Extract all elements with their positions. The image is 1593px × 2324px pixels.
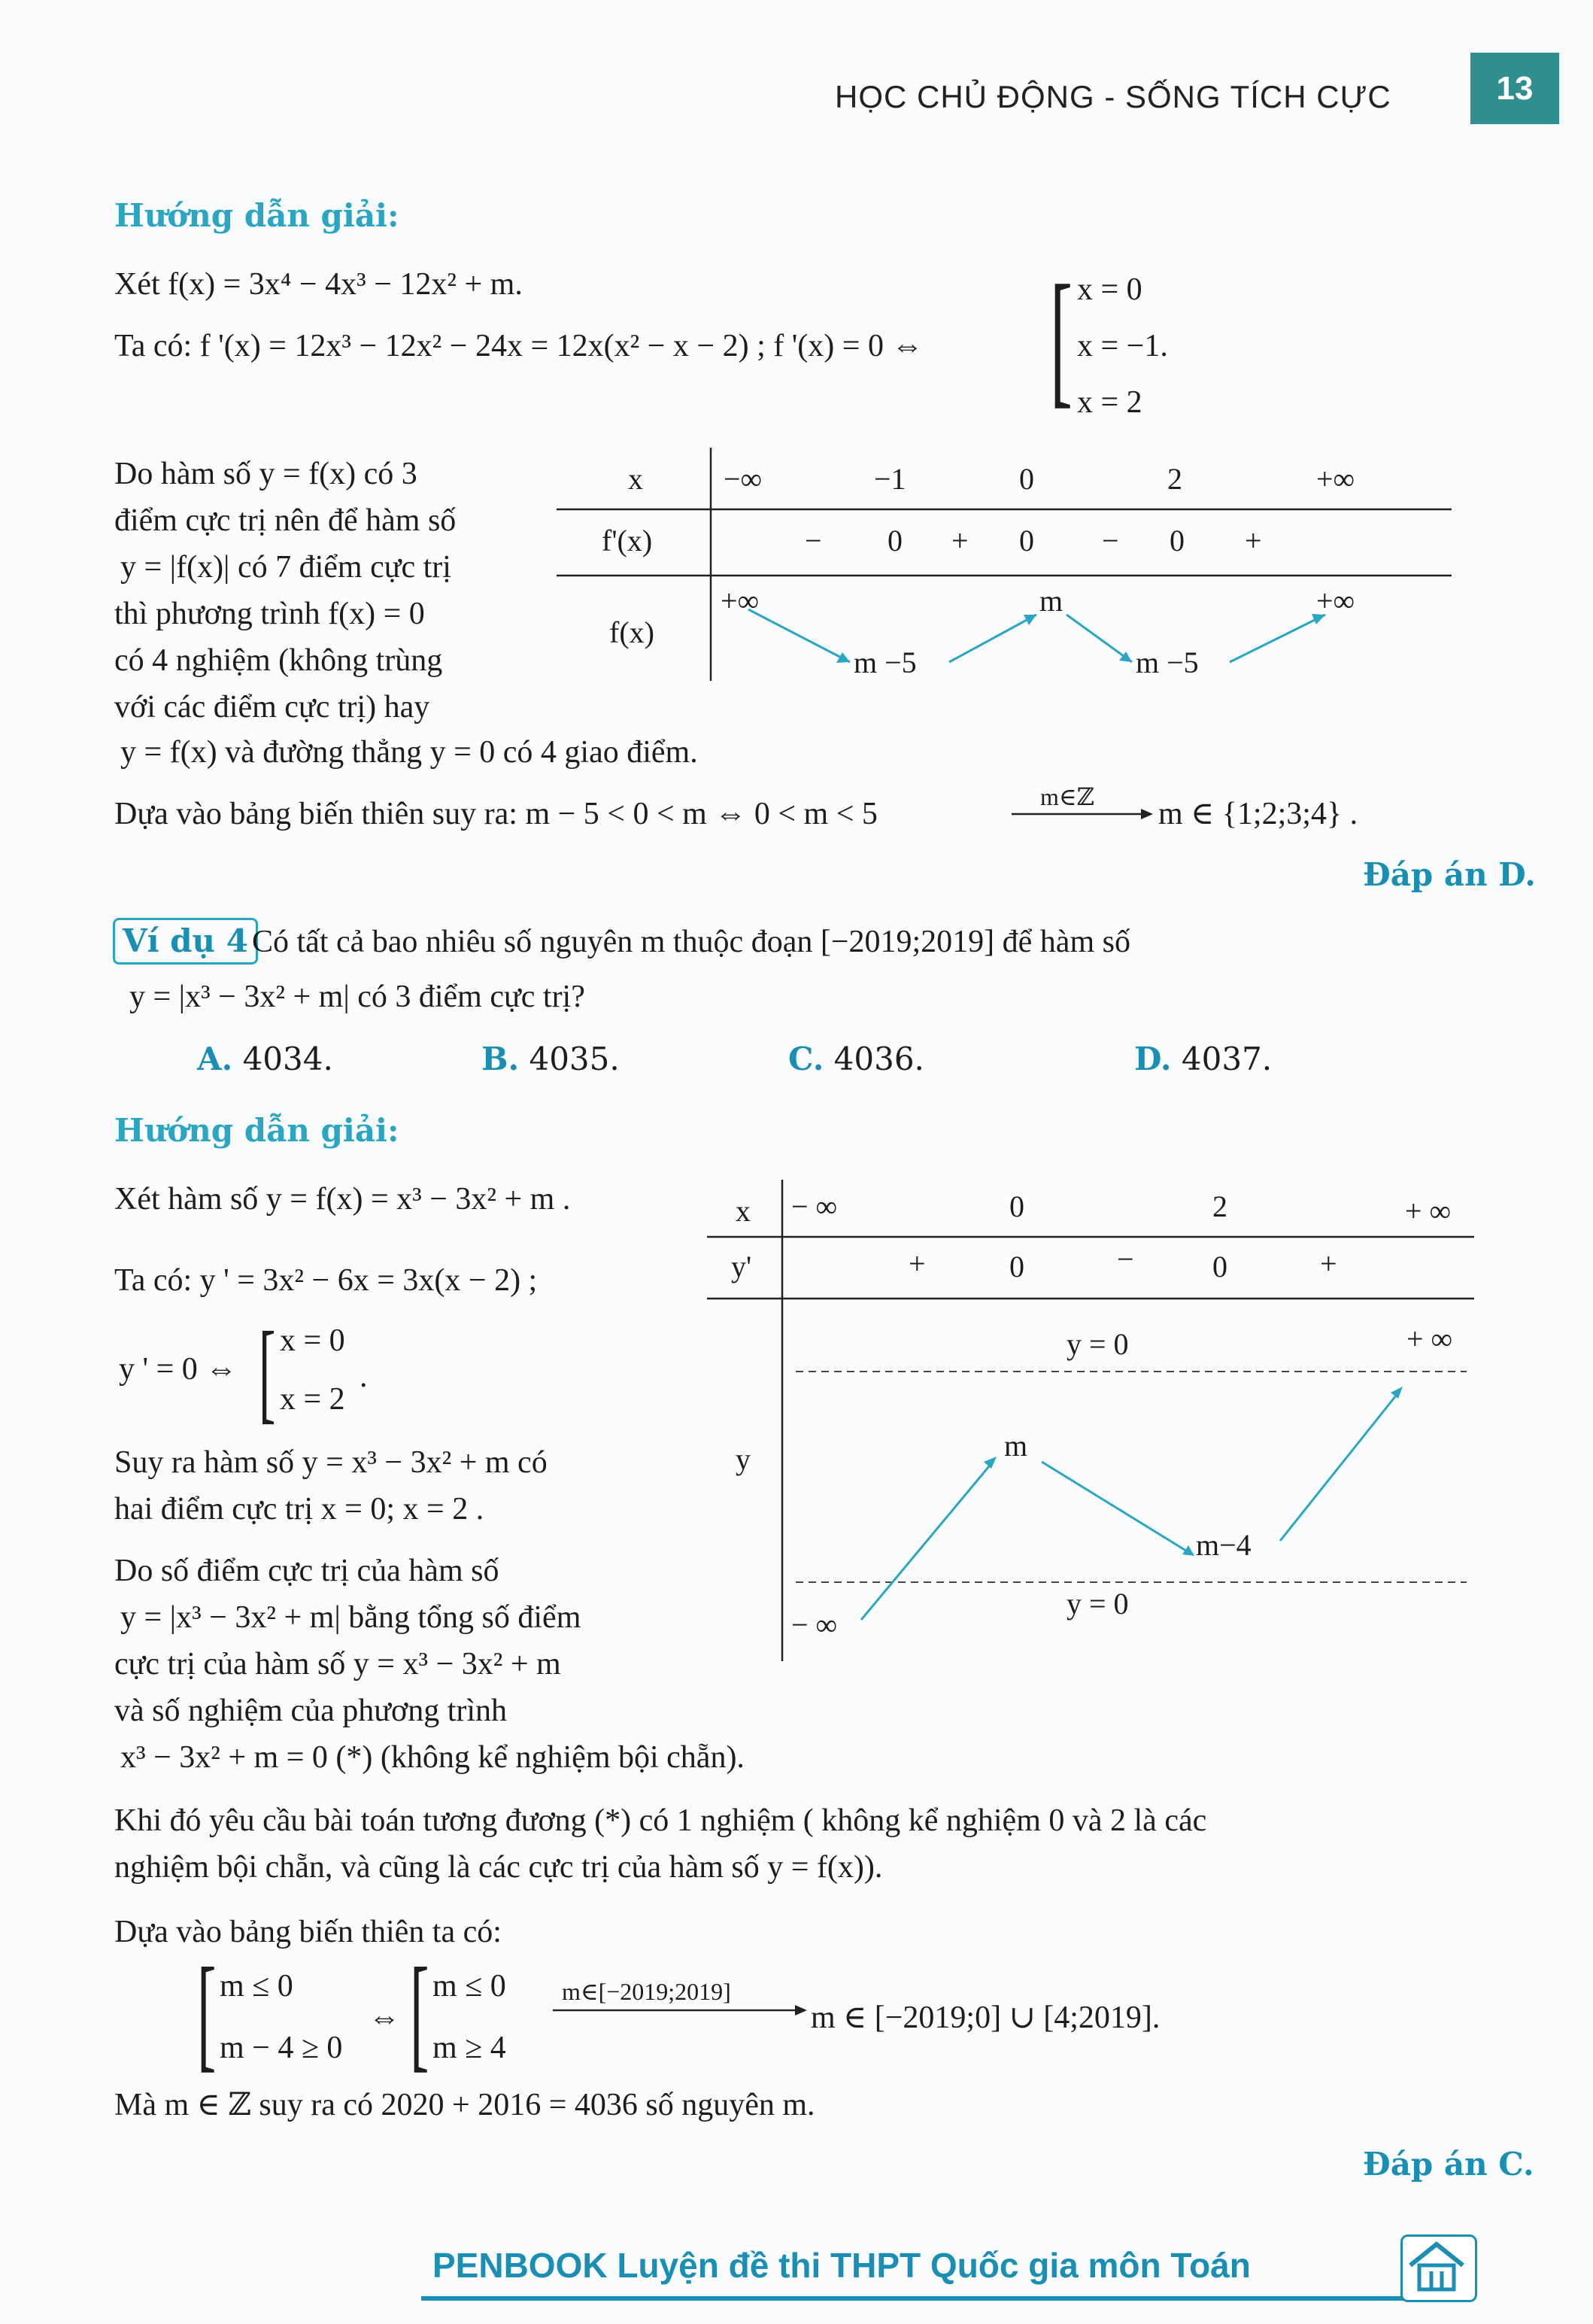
table1-x-5: +∞ <box>1316 462 1355 496</box>
option-a <box>197 1037 333 1082</box>
table2-y-label: y <box>736 1442 751 1476</box>
table2-y-max: m <box>1004 1429 1028 1463</box>
option-d-text: 4037. <box>1171 1040 1273 1077</box>
table2-sign-5: + <box>1320 1247 1337 1280</box>
implication-arrow-1 <box>1012 782 1155 828</box>
solution2-para2-2: y = |x³ − 3x² + m| bằng tổng số điểm <box>120 1600 581 1635</box>
option-c-letter: C. <box>788 1040 824 1077</box>
solution1-para-5: có 4 nghiệm (không trùng <box>114 643 443 678</box>
sys1-line-1: m ≤ 0 <box>220 1969 293 2004</box>
table2-sign-1: + <box>909 1247 926 1280</box>
table1-f-top-1: +∞ <box>721 584 760 618</box>
solution1-conclusion-end: m ∈ {1;2;3;4} . <box>1158 797 1358 831</box>
solution2-para3-1: Khi đó yêu cầu bài toán tương đương (*) có 1 nghiệm ( không kể nghiệm 0 và 2 là các <box>114 1803 1207 1838</box>
table1-f-label: f(x) <box>609 615 654 649</box>
table1-sign-4: 0 <box>1019 524 1034 557</box>
table1-f-bottom-2: m −5 <box>1136 646 1199 679</box>
table1-x-2: −1 <box>874 462 906 496</box>
table1-f-top-3: +∞ <box>1316 584 1355 618</box>
solution2-para2-5: x³ − 3x² + m = 0 (*) (không kể nghiệm bội chẵn). <box>120 1740 745 1775</box>
solution1-conclusion: Dựa vào bảng biến thiên suy ra: m − 5 < 0 < m ⇔ 0 < m < 5 <box>114 797 878 831</box>
example4-question-2: y = |x³ − 3x² + m| có 3 điểm cực trị? <box>129 980 585 1014</box>
footer-title: PENBOOK Luyện đề thi THPT Quốc gia môn Toán <box>432 2246 1251 2285</box>
implication-arrow-2 <box>553 1977 809 2022</box>
root-1: x = 0 <box>1077 272 1142 307</box>
page-number: 13 <box>1470 53 1559 124</box>
footer-rule <box>421 2296 1422 2301</box>
solution2-para2-3: cực trị của hàm số y = x³ − 3x² + m <box>114 1647 561 1681</box>
table1-x-1: −∞ <box>724 462 763 496</box>
root-2: x = −1. <box>1077 329 1168 363</box>
sys1-line-2: m − 4 ≥ 0 <box>220 2031 343 2065</box>
table1-sign-3: + <box>951 524 969 557</box>
implication-arrow-1-label: m∈ℤ <box>1040 783 1094 810</box>
table2-y-zero-top: y = 0 <box>1067 1327 1129 1361</box>
solution2-line3: y ' = 0 ⇔ <box>119 1352 238 1387</box>
option-c <box>788 1037 924 1082</box>
solution1-line2: Ta có: f '(x) = 12x³ − 12x² − 24x = 12x(x² − x − 2) ; f '(x) = 0 ⇔ <box>114 329 924 363</box>
solution2-para2-4: và số nghiệm của phương trình <box>114 1694 508 1728</box>
table2-y-bottom-left: − ∞ <box>791 1608 838 1642</box>
roots2-bracket: [ <box>259 1309 276 1434</box>
answer-1: Đáp án D. <box>1363 856 1536 893</box>
house-icon <box>1400 2234 1477 2302</box>
table1-fp-label: f'(x) <box>602 524 653 557</box>
table2-y-zero-bottom: y = 0 <box>1067 1587 1129 1621</box>
option-d-letter: D. <box>1134 1040 1172 1077</box>
option-c-text: 4036. <box>824 1040 924 1077</box>
solution1-line1: Xét f(x) = 3x⁴ − 4x³ − 12x² + m. <box>114 267 523 302</box>
sys2-bracket: [ <box>410 1942 429 2083</box>
table1-sign-6: 0 <box>1170 524 1185 557</box>
roots-bracket: [ <box>1050 255 1073 421</box>
root-3: x = 2 <box>1077 385 1142 420</box>
root2-2: x = 2 <box>280 1382 345 1417</box>
solution2-line2: Ta có: y ' = 3x² − 6x = 3x(x − 2) ; <box>114 1263 538 1298</box>
table2-yp-label: y' <box>731 1250 752 1284</box>
table2-sign-4: 0 <box>1212 1250 1227 1284</box>
solution1-para-7: y = f(x) và đường thẳng y = 0 có 4 giao điểm. <box>120 735 698 770</box>
solution2-final: Mà m ∈ ℤ suy ra có 2020 + 2016 = 4036 số nguyên m. <box>114 2088 815 2122</box>
solution2-line1: Xét hàm số y = f(x) = x³ − 3x² + m . <box>114 1182 571 1217</box>
table1-f-bottom-1: m −5 <box>854 646 917 679</box>
table2-y-min: m−4 <box>1196 1528 1252 1562</box>
sys2-line-1: m ≤ 0 <box>432 1969 506 2004</box>
table1-x-3: 0 <box>1019 462 1034 496</box>
root2-1: x = 0 <box>280 1323 345 1358</box>
option-a-letter: A. <box>197 1040 233 1077</box>
option-b <box>481 1037 620 1082</box>
table2-sign-2: 0 <box>1009 1250 1024 1284</box>
table1-sign-1: − <box>805 524 822 557</box>
solution2-para4: Dựa vào bảng biến thiên ta có: <box>114 1915 502 1949</box>
solution2-para1-2: hai điểm cực trị x = 0; x = 2 . <box>114 1492 484 1527</box>
option-b-text: 4035. <box>519 1040 620 1077</box>
answer-2: Đáp án C. <box>1363 2146 1534 2183</box>
table1-x-4: 2 <box>1167 462 1182 496</box>
table2-x-1: − ∞ <box>791 1189 838 1223</box>
table1-x-label: x <box>628 462 643 496</box>
option-b-letter: B. <box>481 1040 520 1077</box>
table2-x-3: 2 <box>1212 1189 1227 1223</box>
solution1-para-2: điểm cực trị nên để hàm số <box>114 503 457 538</box>
solution2-heading: Hướng dẫn giải: <box>114 1112 399 1149</box>
solution1-para-3: y = |f(x)| có 7 điểm cực trị <box>120 550 451 585</box>
table1-f-top-2: m <box>1039 584 1064 618</box>
solution2-para3-2: nghiệm bội chẵn, và cũng là các cực trị của hàm số y = f(x)). <box>114 1850 883 1885</box>
equiv-symbol: ⇔ <box>369 2000 400 2035</box>
option-a-text: 4034. <box>232 1040 333 1077</box>
table2-x-2: 0 <box>1009 1189 1024 1223</box>
table2-x-label: x <box>736 1194 751 1228</box>
table2-x-4: + ∞ <box>1405 1194 1452 1228</box>
table2-sign-3: − <box>1117 1242 1134 1276</box>
table1-sign-2: 0 <box>888 524 903 557</box>
option-d <box>1134 1037 1272 1082</box>
solution1-para-6: với các điểm cực trị) hay <box>114 690 430 725</box>
example4-label: Ví dụ 4 <box>113 918 258 965</box>
variation-table-1 <box>557 448 1452 681</box>
table1-sign-5: − <box>1102 524 1119 557</box>
solution2-para1-1: Suy ra hàm số y = x³ − 3x² + m có <box>114 1445 548 1480</box>
solution1-para-1: Do hàm số y = f(x) có 3 <box>114 457 417 491</box>
solution2-result: m ∈ [−2019;0] ∪ [4;2019]. <box>811 2000 1161 2035</box>
solution1-heading: Hướng dẫn giải: <box>114 197 399 234</box>
solution2-para2-1: Do số điểm cực trị của hàm số <box>114 1554 499 1588</box>
sys2-line-2: m ≥ 4 <box>432 2031 506 2065</box>
implication-arrow-2-label: m∈[−2019;2019] <box>562 1978 731 2005</box>
roots2-period: . <box>360 1359 368 1394</box>
variation-table-2 <box>707 1180 1474 1661</box>
table2-y-top-right: + ∞ <box>1406 1322 1453 1356</box>
sys1-bracket: [ <box>197 1942 217 2083</box>
table1-sign-7: + <box>1245 524 1262 557</box>
header-title: HỌC CHỦ ĐỘNG - SỐNG TÍCH CỰC <box>835 79 1391 114</box>
solution1-para-4: thì phương trình f(x) = 0 <box>114 597 425 631</box>
example4-question-1: Có tất cả bao nhiêu số nguyên m thuộc đoạn [−2019;2019] để hàm số <box>252 925 1130 959</box>
